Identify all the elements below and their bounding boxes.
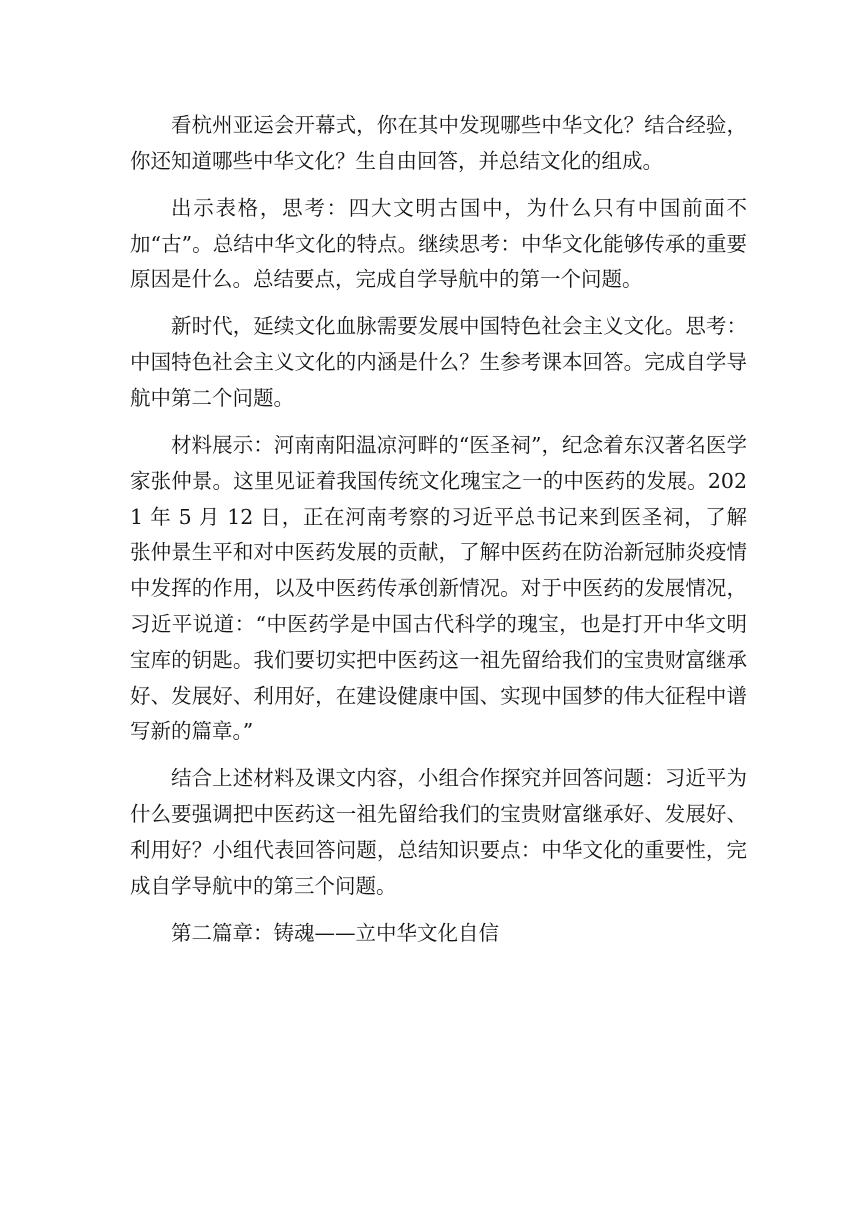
paragraph-ancient-civilizations: 出示表格，思考：四大文明古国中，为什么只有中国前面不加“古”。总结中华文化的特点。继续思考：中华文化能够传承的重要原因是什么。总结要点，完成自学导航中的第一个问题。 [130,195,747,292]
paragraph-chapter-two-heading: 第二篇章：铸魂——立中华文化自信 [171,920,499,945]
paragraph-group-inquiry: 结合上述材料及课文内容，小组合作探究并回答问题：习近平为什么要强调把中医药这一祖先留给我们的宝贵财富继承好、发展好、利用好？小组代表回答问题，总结知识要点：中华文化的重要性，完成自学导航中的第三个问题。 [130,766,747,898]
paragraph-opening-ceremony: 看杭州亚运会开幕式，你在其中发现哪些中华文化？结合经验，你还知道哪些中华文化？生自由回答，并总结文化的组成。 [130,113,747,173]
paragraph-socialist-culture: 新时代，延续文化血脉需要发展中国特色社会主义文化。思考：中国特色社会主义文化的内涵是什么？生参考课本回答。完成自学导航中第二个问题。 [130,314,747,410]
paragraph-material-tcm: 材料展示：河南南阳温凉河畔的“医圣祠”，纪念着东汉著名医学家张仲景。这里见证着我国传统文化瑰宝之一的中医药的发展。2021 年 5 月 12 日，正在河南考察的习近平总书记来到医圣祠，了解张仲景生平和对中医药发展的贡献，了解中医药在防治新冠肺炎疫情中发挥的作用，以及中医药传承创新情况。对于中医药的发展情况，习近平说道：“中医药学是中国古代科学的瑰宝，也是打开中华文明宝库的钥匙。我们要切实把中医药这一祖先留给我们的宝贵财富继承好、发展好、利用好，在建设健康中国、实现中国梦的伟大征程中谱写新的篇章。” [130,432,747,744]
document-body [130,108,747,951]
